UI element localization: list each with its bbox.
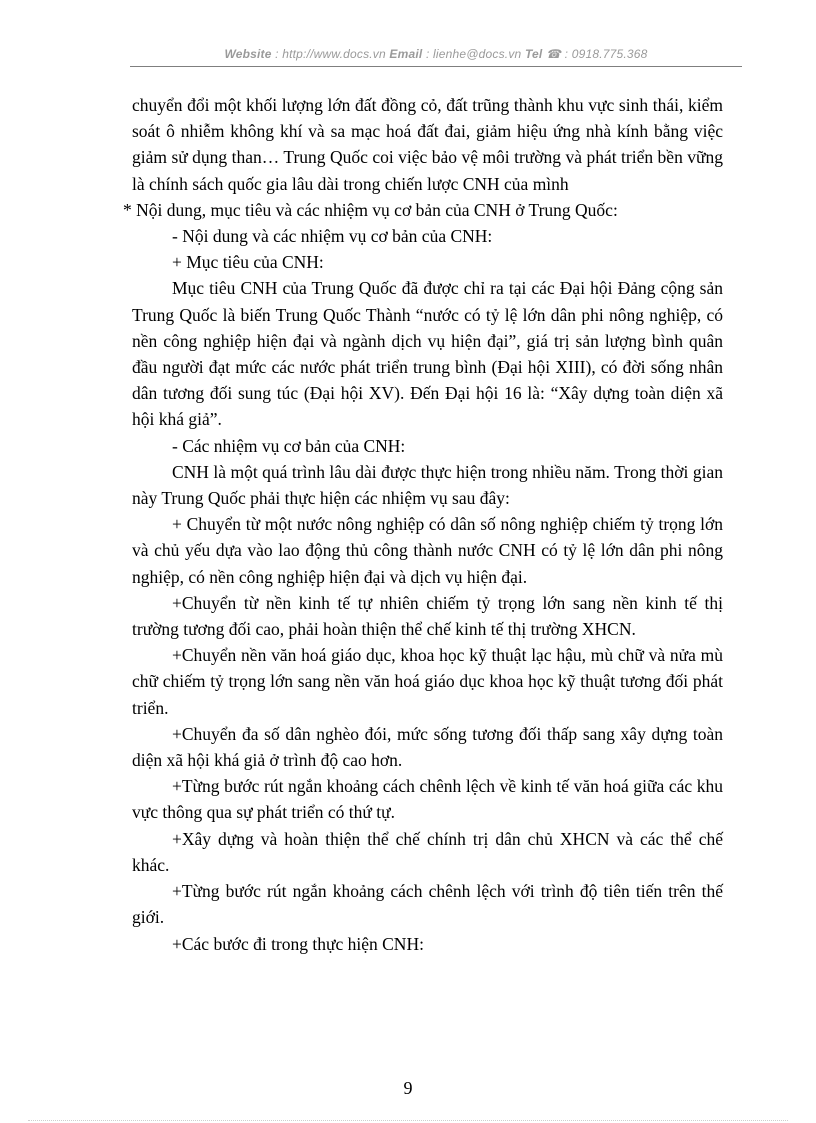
page-number: 9 (403, 1078, 413, 1098)
list-item-task: +Xây dựng và hoàn thiện thể chế chính trị dân chủ XHCN và các thể chế khác. (132, 828, 723, 875)
paragraph-intro: chuyển đổi một khối lượng lớn đất đồng cỏ, đất trũng thành khu vực sinh thái, kiểm soát ô nhiễm không khí và sa mạc hoá đất đai, giảm hiệu ứng nhà kính bằng việc giảm sử dụng than… Trung Quốc coi việc bảo vệ môi trường và phát triển bền vững là chính sách quốc gia lâu dài trong chiến lược CNH của mình (132, 95, 723, 194)
header-divider (130, 66, 742, 67)
paragraph-goals: Mục tiêu CNH của Trung Quốc đã được chỉ ra tại các Đại hội Đảng cộng sản Trung Quốc là biến Trung Quốc Thành “nước có tỷ lệ lớn dân phi nông nghiệp, có nền công nghiệp hiện đại và ngành dịch vụ hiện đại”, giá trị sản lượng bình quân đầu người đạt mức các nước phát triển trung bình (Đại hội XIII), có đời sống nhân dân tương đối sung túc (Đại hội XV). Đến Đại hội 16 là: “Xây dựng toàn diện xã hội khá giả”. (132, 278, 723, 430)
list-item-task: +Chuyển nền văn hoá giáo dục, khoa học kỹ thuật lạc hậu, mù chữ và nửa mù chữ chiếm tỷ trọng lớn sang nền văn hoá giáo dục khoa học kỹ thuật tương đối phát triển. (132, 645, 723, 718)
list-item-task: + Chuyển từ một nước nông nghiệp có dân số nông nghiệp chiếm tỷ trọng lớn và chủ yếu dựa vào lao động thủ công thành nước CNH có tỷ lệ lớn dân phi nông nghiệp, có nền công nghiệp hiện đại và dịch vụ hiện đại. (132, 514, 723, 587)
section-heading: * Nội dung, mục tiêu và các nhiệm vụ cơ bản của CNH ở Trung Quốc: (123, 199, 618, 220)
tel-label: Tel (524, 47, 543, 61)
subheading-basic-tasks: - Các nhiệm vụ cơ bản của CNH: (172, 435, 406, 456)
document-body (123, 92, 723, 957)
footer-divider (28, 1120, 788, 1121)
list-item-task: +Các bước đi trong thực hiện CNH: (172, 933, 424, 954)
page-header (130, 47, 742, 61)
paragraph-tasks-intro: CNH là một quá trình lâu dài được thực hiện trong nhiều năm. Trong thời gian này Trung Quốc phải thực hiện các nhiệm vụ sau đây: (132, 461, 723, 509)
list-item-task: +Chuyển từ nền kinh tế tự nhiên chiếm tỷ trọng lớn sang nền kinh tế thị trường tương đối cao, phải hoàn thiện thể chế kinh tế thị trường XHCN. (132, 592, 723, 640)
tel-value: ☎ : 0918.775.368 (542, 47, 648, 61)
list-item-task: +Từng bước rút ngắn khoảng cách chênh lệch với trình độ tiên tiến trên thế giới. (132, 881, 723, 928)
list-item-task: +Chuyển đa số dân nghèo đói, mức sống tương đối thấp sang xây dựng toàn diện xã hội khá giả ở trình độ cao hơn. (132, 723, 723, 771)
subheading-content-tasks: - Nội dung và các nhiệm vụ cơ bản của CNH: (172, 226, 493, 247)
list-item-task: +Từng bước rút ngắn khoảng cách chênh lệch về kinh tế văn hoá giữa các khu vực thông qua sự phát triển có thứ tự. (132, 776, 723, 823)
email-label: Email (389, 47, 423, 61)
subheading-goals: + Mục tiêu của CNH: (172, 252, 324, 273)
website-label: Website (224, 47, 272, 61)
email-value: : lienhe@docs.vn (422, 47, 525, 61)
website-value: : http://www.docs.vn (271, 47, 390, 61)
